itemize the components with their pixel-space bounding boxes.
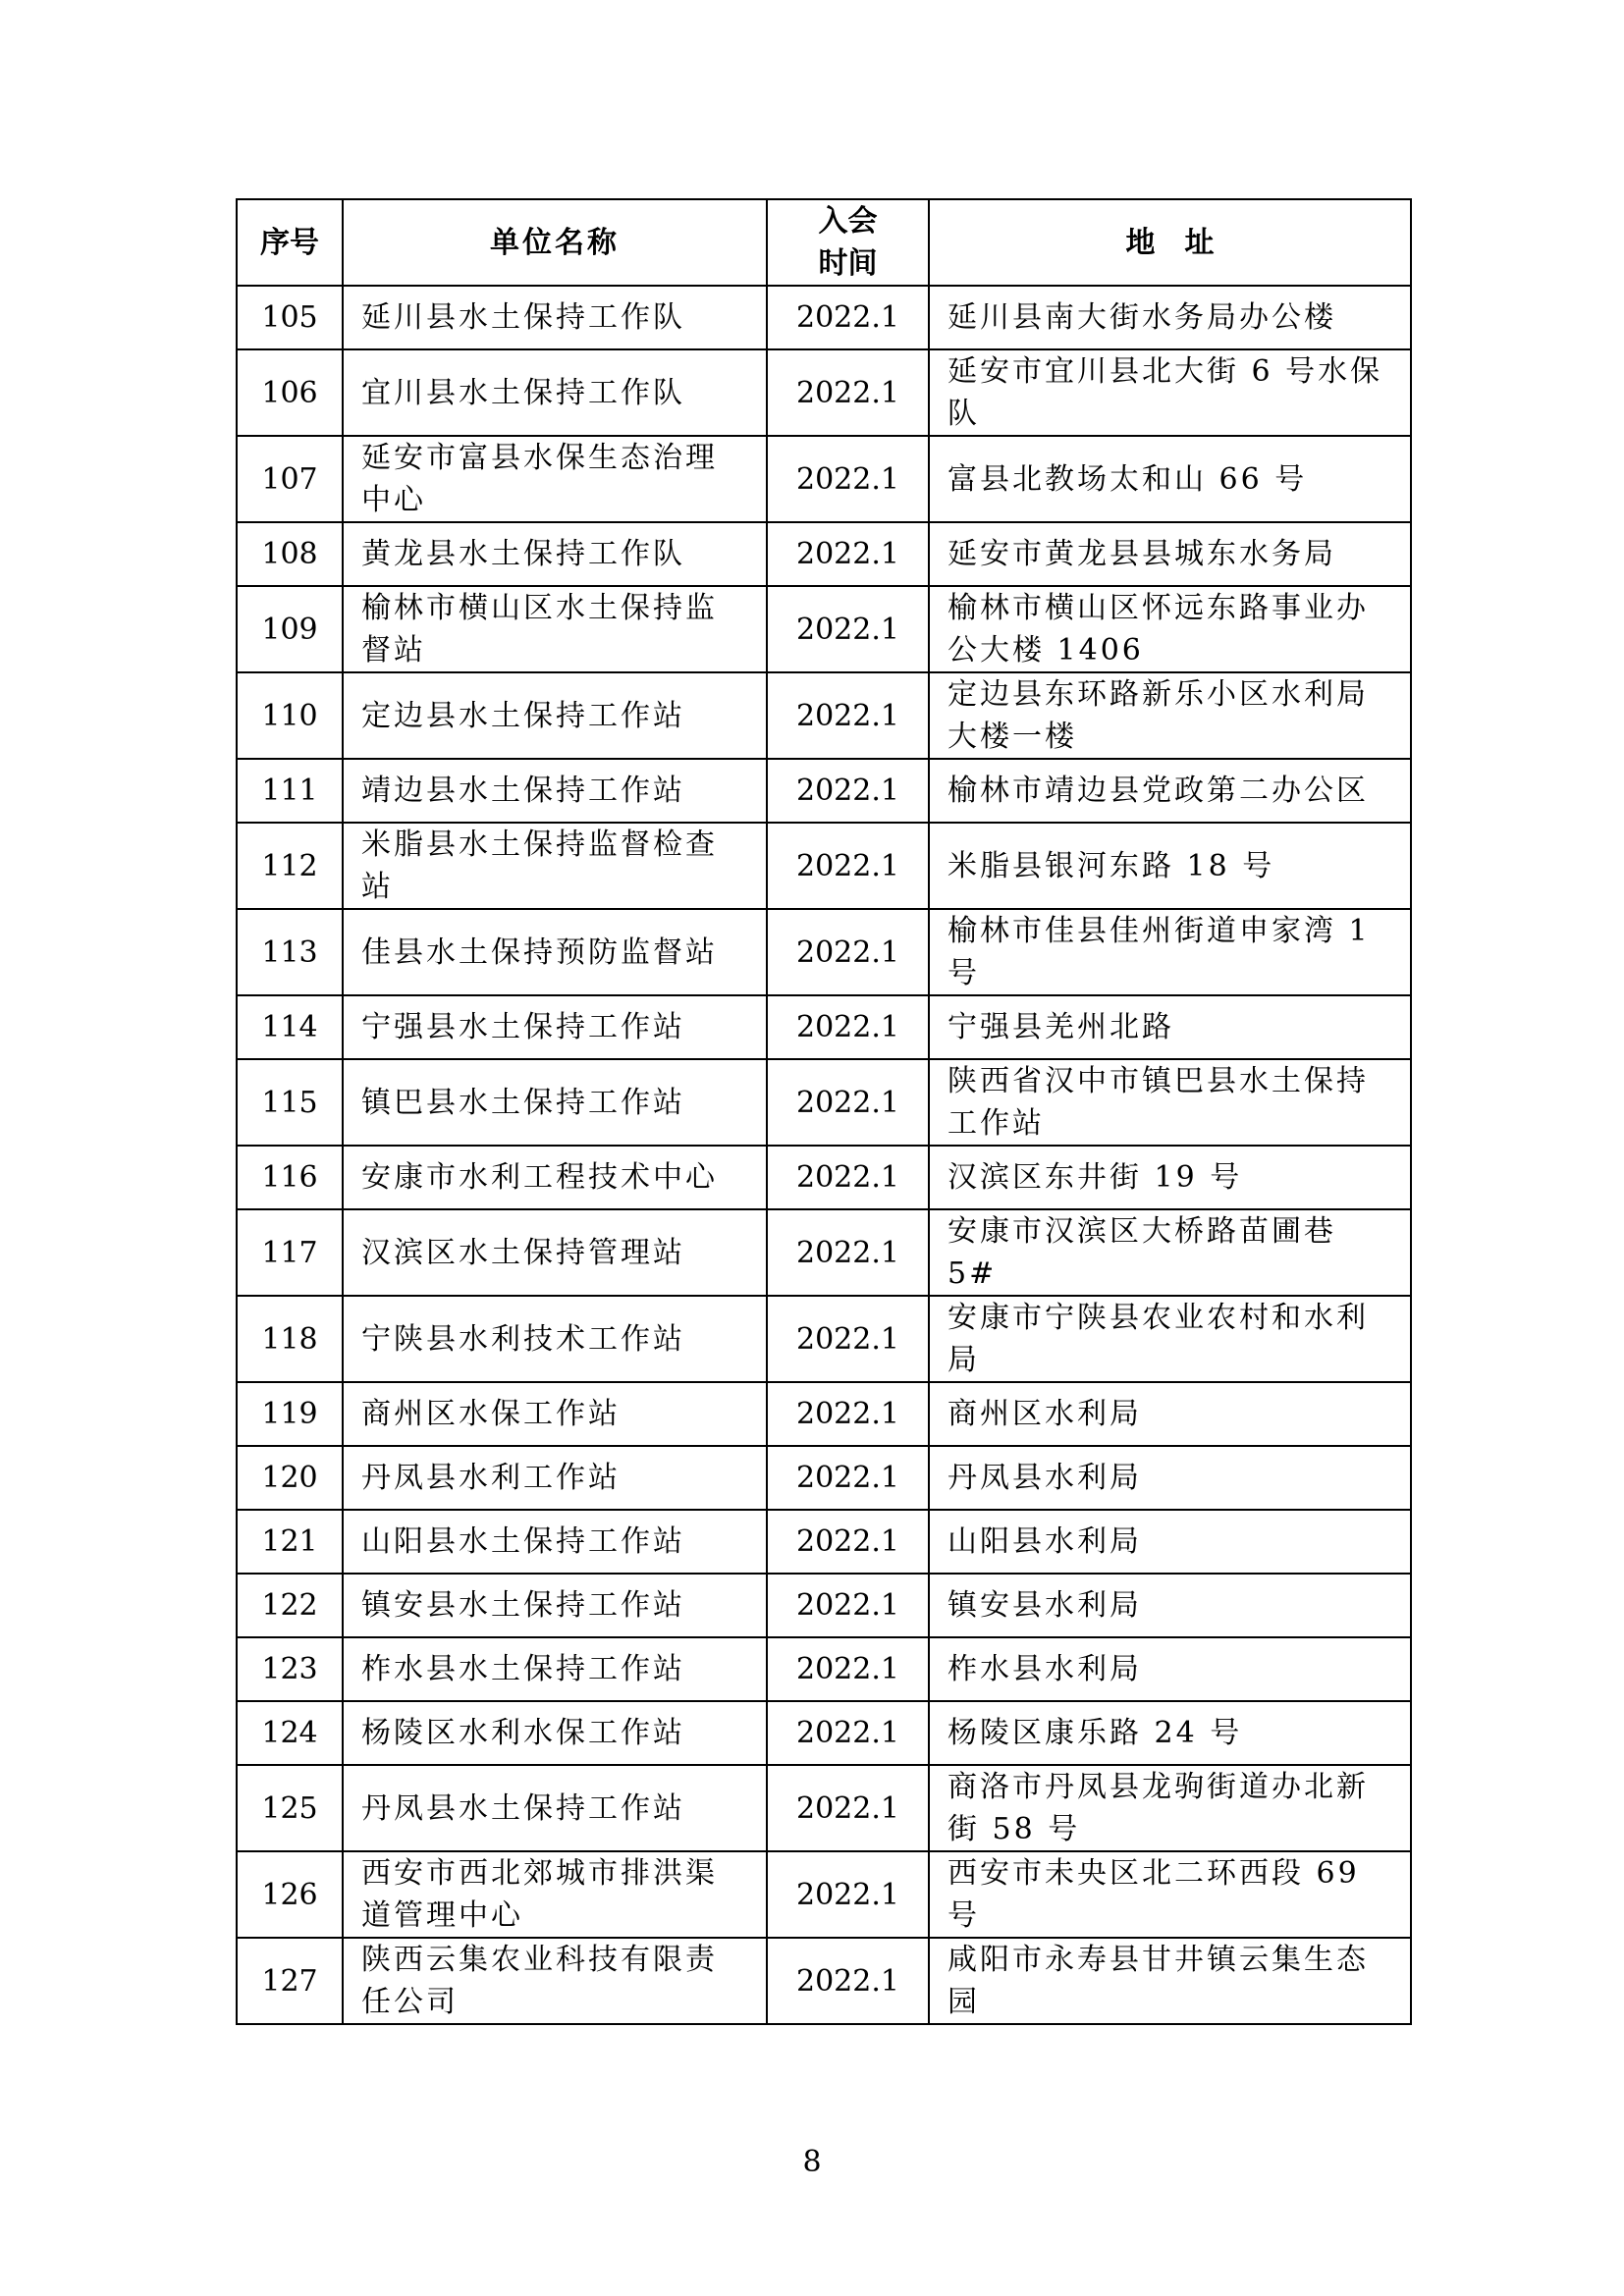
- cell-name: 榆林市横山区水土保持监督站: [343, 586, 767, 672]
- cell-name: 商州区水保工作站: [343, 1382, 767, 1446]
- cell-address: 定边县东环路新乐小区水利局大楼一楼: [929, 672, 1411, 759]
- cell-name: 丹凤县水利工作站: [343, 1446, 767, 1510]
- cell-address: 咸阳市永寿县甘井镇云集生态园: [929, 1938, 1411, 2024]
- table-row: [237, 349, 1411, 436]
- cell-name: 西安市西北郊城市排洪渠道管理中心: [343, 1851, 767, 1938]
- cell-address: 杨陵区康乐路 24 号: [929, 1701, 1411, 1765]
- cell-address: 汉滨区东井街 19 号: [929, 1146, 1411, 1209]
- table-row: [237, 823, 1411, 909]
- table-header-row: [237, 199, 1411, 286]
- table-row: [237, 1382, 1411, 1446]
- cell-address: 山阳县水利局: [929, 1510, 1411, 1574]
- cell-no: 122: [237, 1574, 343, 1637]
- cell-no: 106: [237, 349, 343, 436]
- cell-no: 105: [237, 286, 343, 349]
- cell-no: 113: [237, 909, 343, 995]
- cell-date: 2022.1: [767, 1146, 929, 1209]
- cell-date: 2022.1: [767, 995, 929, 1059]
- cell-date: 2022.1: [767, 522, 929, 586]
- cell-date: 2022.1: [767, 1938, 929, 2024]
- cell-address: 柞水县水利局: [929, 1637, 1411, 1701]
- cell-date: 2022.1: [767, 672, 929, 759]
- cell-date: 2022.1: [767, 1446, 929, 1510]
- cell-name: 宁陕县水利技术工作站: [343, 1296, 767, 1382]
- cell-address: 延安市宜川县北大街 6 号水保队: [929, 349, 1411, 436]
- cell-no: 108: [237, 522, 343, 586]
- cell-name: 镇安县水土保持工作站: [343, 1574, 767, 1637]
- table-row: [237, 436, 1411, 522]
- table-row: [237, 909, 1411, 995]
- table-row: [237, 522, 1411, 586]
- cell-address: 商州区水利局: [929, 1382, 1411, 1446]
- cell-address: 陕西省汉中市镇巴县水土保持工作站: [929, 1059, 1411, 1146]
- cell-date: 2022.1: [767, 823, 929, 909]
- cell-date: 2022.1: [767, 1510, 929, 1574]
- header-name: 单位名称: [343, 199, 767, 286]
- cell-address: 米脂县银河东路 18 号: [929, 823, 1411, 909]
- cell-no: 126: [237, 1851, 343, 1938]
- cell-no: 116: [237, 1146, 343, 1209]
- cell-no: 127: [237, 1938, 343, 2024]
- cell-date: 2022.1: [767, 349, 929, 436]
- cell-no: 110: [237, 672, 343, 759]
- cell-name: 山阳县水土保持工作站: [343, 1510, 767, 1574]
- table-row: [237, 1510, 1411, 1574]
- cell-date: 2022.1: [767, 1209, 929, 1296]
- cell-name: 定边县水土保持工作站: [343, 672, 767, 759]
- cell-no: 124: [237, 1701, 343, 1765]
- cell-name: 汉滨区水土保持管理站: [343, 1209, 767, 1296]
- cell-no: 125: [237, 1765, 343, 1851]
- cell-name: 宜川县水土保持工作队: [343, 349, 767, 436]
- cell-no: 117: [237, 1209, 343, 1296]
- cell-address: 安康市汉滨区大桥路苗圃巷 5#: [929, 1209, 1411, 1296]
- table-row: [237, 759, 1411, 823]
- cell-date: 2022.1: [767, 1851, 929, 1938]
- cell-date: 2022.1: [767, 1059, 929, 1146]
- cell-date: 2022.1: [767, 1382, 929, 1446]
- page-number: 8: [802, 2145, 822, 2179]
- table-row: [237, 1765, 1411, 1851]
- header-date: 入会时间: [767, 199, 929, 286]
- table-row: [237, 586, 1411, 672]
- cell-name: 宁强县水土保持工作站: [343, 995, 767, 1059]
- cell-date: 2022.1: [767, 436, 929, 522]
- header-no: 序号: [237, 199, 343, 286]
- cell-address: 榆林市佳县佳州街道申家湾 1 号: [929, 909, 1411, 995]
- cell-no: 119: [237, 1382, 343, 1446]
- cell-no: 112: [237, 823, 343, 909]
- cell-name: 镇巴县水土保持工作站: [343, 1059, 767, 1146]
- table-row: [237, 1059, 1411, 1146]
- cell-name: 陕西云集农业科技有限责任公司: [343, 1938, 767, 2024]
- cell-address: 丹凤县水利局: [929, 1446, 1411, 1510]
- cell-date: 2022.1: [767, 909, 929, 995]
- cell-date: 2022.1: [767, 1296, 929, 1382]
- table-row: [237, 286, 1411, 349]
- cell-address: 安康市宁陕县农业农村和水利局: [929, 1296, 1411, 1382]
- cell-date: 2022.1: [767, 286, 929, 349]
- cell-address: 镇安县水利局: [929, 1574, 1411, 1637]
- cell-address: 榆林市横山区怀远东路事业办公大楼 1406: [929, 586, 1411, 672]
- cell-name: 安康市水利工程技术中心: [343, 1146, 767, 1209]
- cell-date: 2022.1: [767, 1637, 929, 1701]
- cell-no: 120: [237, 1446, 343, 1510]
- cell-address: 延川县南大街水务局办公楼: [929, 286, 1411, 349]
- table-row: [237, 1296, 1411, 1382]
- cell-no: 123: [237, 1637, 343, 1701]
- table-row: [237, 1209, 1411, 1296]
- cell-address: 延安市黄龙县县城东水务局: [929, 522, 1411, 586]
- cell-address: 榆林市靖边县党政第二办公区: [929, 759, 1411, 823]
- cell-no: 118: [237, 1296, 343, 1382]
- cell-name: 丹凤县水土保持工作站: [343, 1765, 767, 1851]
- cell-name: 佳县水土保持预防监督站: [343, 909, 767, 995]
- cell-name: 黄龙县水土保持工作队: [343, 522, 767, 586]
- cell-no: 107: [237, 436, 343, 522]
- header-address: 地 址: [929, 199, 1411, 286]
- table-row: [237, 995, 1411, 1059]
- cell-name: 延安市富县水保生态治理中心: [343, 436, 767, 522]
- cell-address: 西安市未央区北二环西段 69 号: [929, 1851, 1411, 1938]
- table-row: [237, 1938, 1411, 2024]
- cell-date: 2022.1: [767, 1574, 929, 1637]
- table-row: [237, 1851, 1411, 1938]
- cell-date: 2022.1: [767, 1701, 929, 1765]
- cell-address: 宁强县羌州北路: [929, 995, 1411, 1059]
- member-table: [236, 198, 1412, 2025]
- table-row: [237, 1146, 1411, 1209]
- cell-name: 米脂县水土保持监督检查站: [343, 823, 767, 909]
- cell-name: 柞水县水土保持工作站: [343, 1637, 767, 1701]
- cell-name: 靖边县水土保持工作站: [343, 759, 767, 823]
- cell-date: 2022.1: [767, 759, 929, 823]
- cell-date: 2022.1: [767, 1765, 929, 1851]
- cell-address: 富县北教场太和山 66 号: [929, 436, 1411, 522]
- table-row: [237, 1637, 1411, 1701]
- cell-no: 121: [237, 1510, 343, 1574]
- cell-name: 杨陵区水利水保工作站: [343, 1701, 767, 1765]
- table-row: [237, 1574, 1411, 1637]
- cell-no: 111: [237, 759, 343, 823]
- cell-no: 109: [237, 586, 343, 672]
- cell-name: 延川县水土保持工作队: [343, 286, 767, 349]
- cell-date: 2022.1: [767, 586, 929, 672]
- table-row: [237, 1446, 1411, 1510]
- cell-no: 114: [237, 995, 343, 1059]
- table-body: [237, 286, 1411, 2024]
- table-row: [237, 1701, 1411, 1765]
- table-row: [237, 672, 1411, 759]
- cell-no: 115: [237, 1059, 343, 1146]
- cell-address: 商洛市丹凤县龙驹街道办北新街 58 号: [929, 1765, 1411, 1851]
